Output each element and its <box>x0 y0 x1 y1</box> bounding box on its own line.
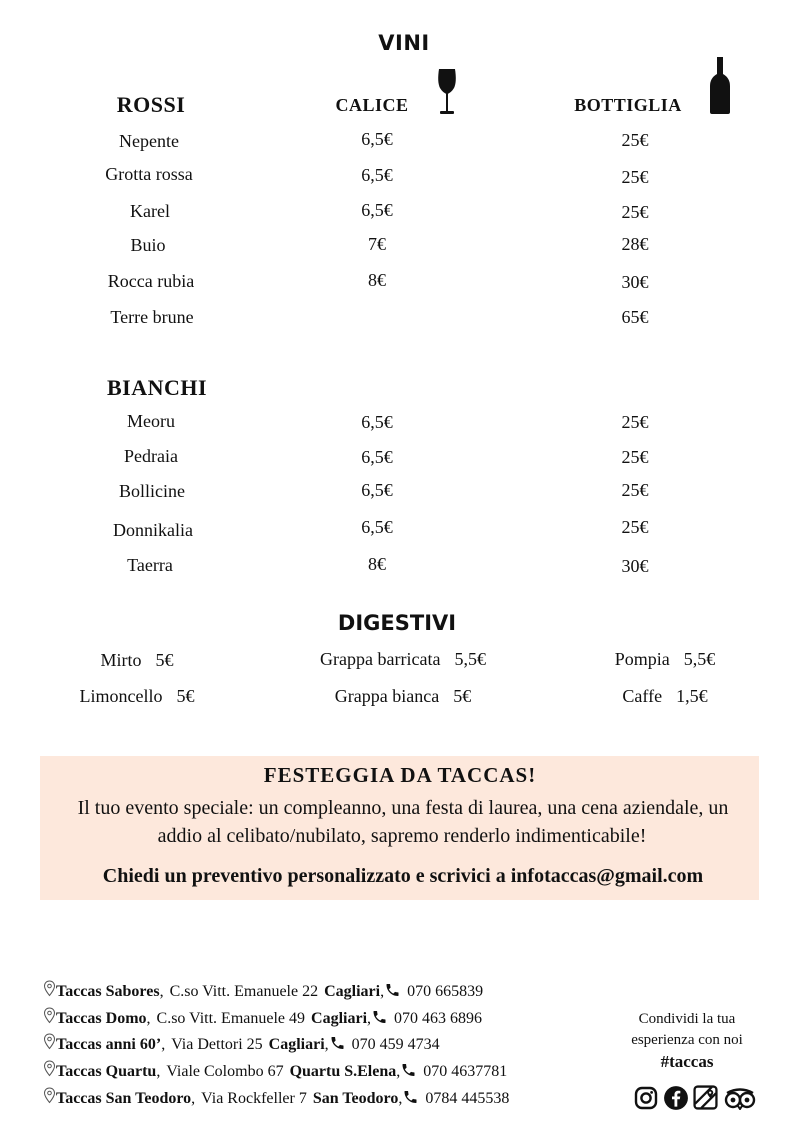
share-hashtag[interactable]: #taccas <box>660 1052 714 1071</box>
wine-name: Rocca rubia <box>107 271 195 291</box>
bottle-price: 25€ <box>621 167 649 187</box>
bottle-price: 25€ <box>621 130 649 150</box>
location-row: Taccas Quartu, Viale Colombo 67 Quartu S.Elena, 070 4637781 <box>43 1060 507 1081</box>
location-name: Taccas Domo <box>56 1010 147 1027</box>
location-address: Viale Colombo 67 <box>166 1063 284 1080</box>
promo-cta: Chiedi un preventivo personalizzato e scrivici a infotaccas@gmail.com <box>102 865 704 887</box>
location-address: Via Dettori 25 <box>171 1036 263 1053</box>
location-pin-icon <box>43 1087 56 1104</box>
location-row: Taccas Domo, C.so Vitt. Emanuele 49 Cagliari, 070 463 6896 <box>43 1007 482 1028</box>
share-line-2: esperienza con noi <box>631 1032 743 1048</box>
bottle-price: 28€ <box>621 234 649 254</box>
digestivo-price: 5€ <box>176 686 195 706</box>
wine-bottle-icon <box>709 57 731 115</box>
location-phone[interactable]: 0784 445538 <box>425 1090 510 1107</box>
wine-name: Pedraia <box>124 446 178 466</box>
location-pin-icon <box>43 1033 56 1050</box>
facebook-icon[interactable] <box>663 1085 689 1111</box>
promo-title: FESTEGGIA DA TACCAS! <box>263 763 537 787</box>
glass-column-heading: CALICE <box>335 95 409 115</box>
bottle-price: 25€ <box>621 447 649 467</box>
wine-name: Buio <box>130 235 166 255</box>
digestivo-item <box>335 686 471 707</box>
promo-text-line-1: Il tuo evento speciale: un compleanno, una festa di laurea, una cena aziendale, un <box>77 797 729 819</box>
wine-name: Meoru <box>127 411 175 431</box>
location-pin-icon <box>43 1060 56 1077</box>
location-row: Taccas anni 60’, Via Dettori 25 Cagliari, 070 459 4734 <box>43 1033 440 1054</box>
digestivo-price: 5,5€ <box>683 649 716 669</box>
promo-text-line-2: addio al celibato/nubilato, sapremo renderlo indimenticabile! <box>157 825 647 847</box>
bottle-price: 65€ <box>621 307 649 327</box>
location-phone[interactable]: 070 4637781 <box>423 1063 508 1080</box>
bottle-price: 25€ <box>621 202 649 222</box>
share-block <box>631 1009 743 1074</box>
digestivo-item <box>615 649 716 670</box>
phone-icon <box>402 1089 419 1105</box>
bianchi-heading: BIANCHI <box>106 375 208 400</box>
digestivo-price: 5€ <box>453 686 472 706</box>
location-city: Cagliari <box>311 1010 368 1027</box>
bottle-price: 30€ <box>621 556 649 576</box>
digestivo-name: Mirto <box>100 650 142 670</box>
digestivo-name: Grappa barricata <box>320 649 441 669</box>
wine-name: Karel <box>130 201 170 221</box>
menu-title: VINI <box>378 31 430 55</box>
location-city: Cagliari <box>268 1036 325 1053</box>
location-row: Taccas San Teodoro, Via Rockfeller 7 San Teodoro, 0784 445538 <box>43 1087 509 1108</box>
digestivo-item <box>320 649 486 670</box>
glass-price: 6,5€ <box>361 447 393 467</box>
wine-name: Bollicine <box>119 481 185 501</box>
location-pin-icon <box>43 1007 56 1024</box>
glass-price: 7€ <box>368 234 386 254</box>
bottle-price: 25€ <box>621 480 649 500</box>
location-name: Taccas Sabores <box>56 983 160 1000</box>
location-name: Taccas Quartu <box>56 1063 157 1080</box>
maps-icon[interactable] <box>693 1085 718 1110</box>
digestivo-item <box>100 650 173 671</box>
phone-icon <box>400 1062 417 1078</box>
bottle-price: 25€ <box>621 412 649 432</box>
bottle-price: 25€ <box>621 517 649 537</box>
glass-price: 6,5€ <box>361 129 393 149</box>
glass-price: 6,5€ <box>361 200 393 220</box>
location-address: Via Rockfeller 7 <box>201 1090 307 1107</box>
location-row: Taccas Sabores, C.so Vitt. Emanuele 22 Cagliari, 070 665839 <box>43 980 483 1001</box>
digestivo-name: Pompia <box>614 649 670 669</box>
location-phone[interactable]: 070 463 6896 <box>394 1010 483 1027</box>
wine-name: Terre brune <box>110 307 194 327</box>
instagram-icon[interactable] <box>634 1086 658 1110</box>
glass-price: 6,5€ <box>361 165 393 185</box>
glass-price: 8€ <box>368 270 386 290</box>
digestivo-item <box>622 686 707 707</box>
digestivo-price: 1,5€ <box>676 686 708 706</box>
phone-icon <box>329 1035 346 1051</box>
glass-price: 8€ <box>368 554 386 574</box>
bottle-column-heading: BOTTIGLIA <box>574 95 682 115</box>
digestivi-heading: DIGESTIVI <box>337 611 457 635</box>
rossi-heading: ROSSI <box>116 92 186 117</box>
location-address: C.so Vitt. Emanuele 49 <box>156 1010 306 1027</box>
digestivo-item <box>80 686 195 707</box>
wine-name: Grotta rossa <box>105 164 193 184</box>
wine-name: Donnikalia <box>113 520 193 540</box>
digestivo-price: 5€ <box>155 650 174 670</box>
bottle-price: 30€ <box>621 272 649 292</box>
wine-name: Nepente <box>119 131 179 151</box>
digestivo-name: Caffe <box>622 686 663 706</box>
share-line-1: Condividi la tua <box>638 1011 736 1027</box>
location-name: Taccas San Teodoro <box>56 1090 192 1107</box>
location-city: Quartu S.Elena <box>289 1063 397 1080</box>
location-city: San Teodoro <box>312 1090 399 1107</box>
location-phone[interactable]: 070 459 4734 <box>351 1036 440 1053</box>
location-phone[interactable]: 070 665839 <box>407 983 484 1000</box>
phone-icon <box>384 982 401 998</box>
location-pin-icon <box>43 980 56 997</box>
phone-icon <box>371 1009 388 1025</box>
digestivo-name: Grappa bianca <box>334 686 440 706</box>
wine-glass-icon <box>436 68 458 116</box>
tripadvisor-icon[interactable] <box>723 1086 757 1110</box>
digestivo-price: 5,5€ <box>454 649 486 669</box>
wine-name: Taerra <box>127 555 173 575</box>
location-address: C.so Vitt. Emanuele 22 <box>169 983 319 1000</box>
location-city: Cagliari <box>324 983 381 1000</box>
glass-price: 6,5€ <box>361 517 393 537</box>
location-name: Taccas anni 60’ <box>56 1036 162 1053</box>
digestivo-name: Limoncello <box>79 686 163 706</box>
glass-price: 6,5€ <box>361 480 393 500</box>
glass-price: 6,5€ <box>361 412 393 432</box>
